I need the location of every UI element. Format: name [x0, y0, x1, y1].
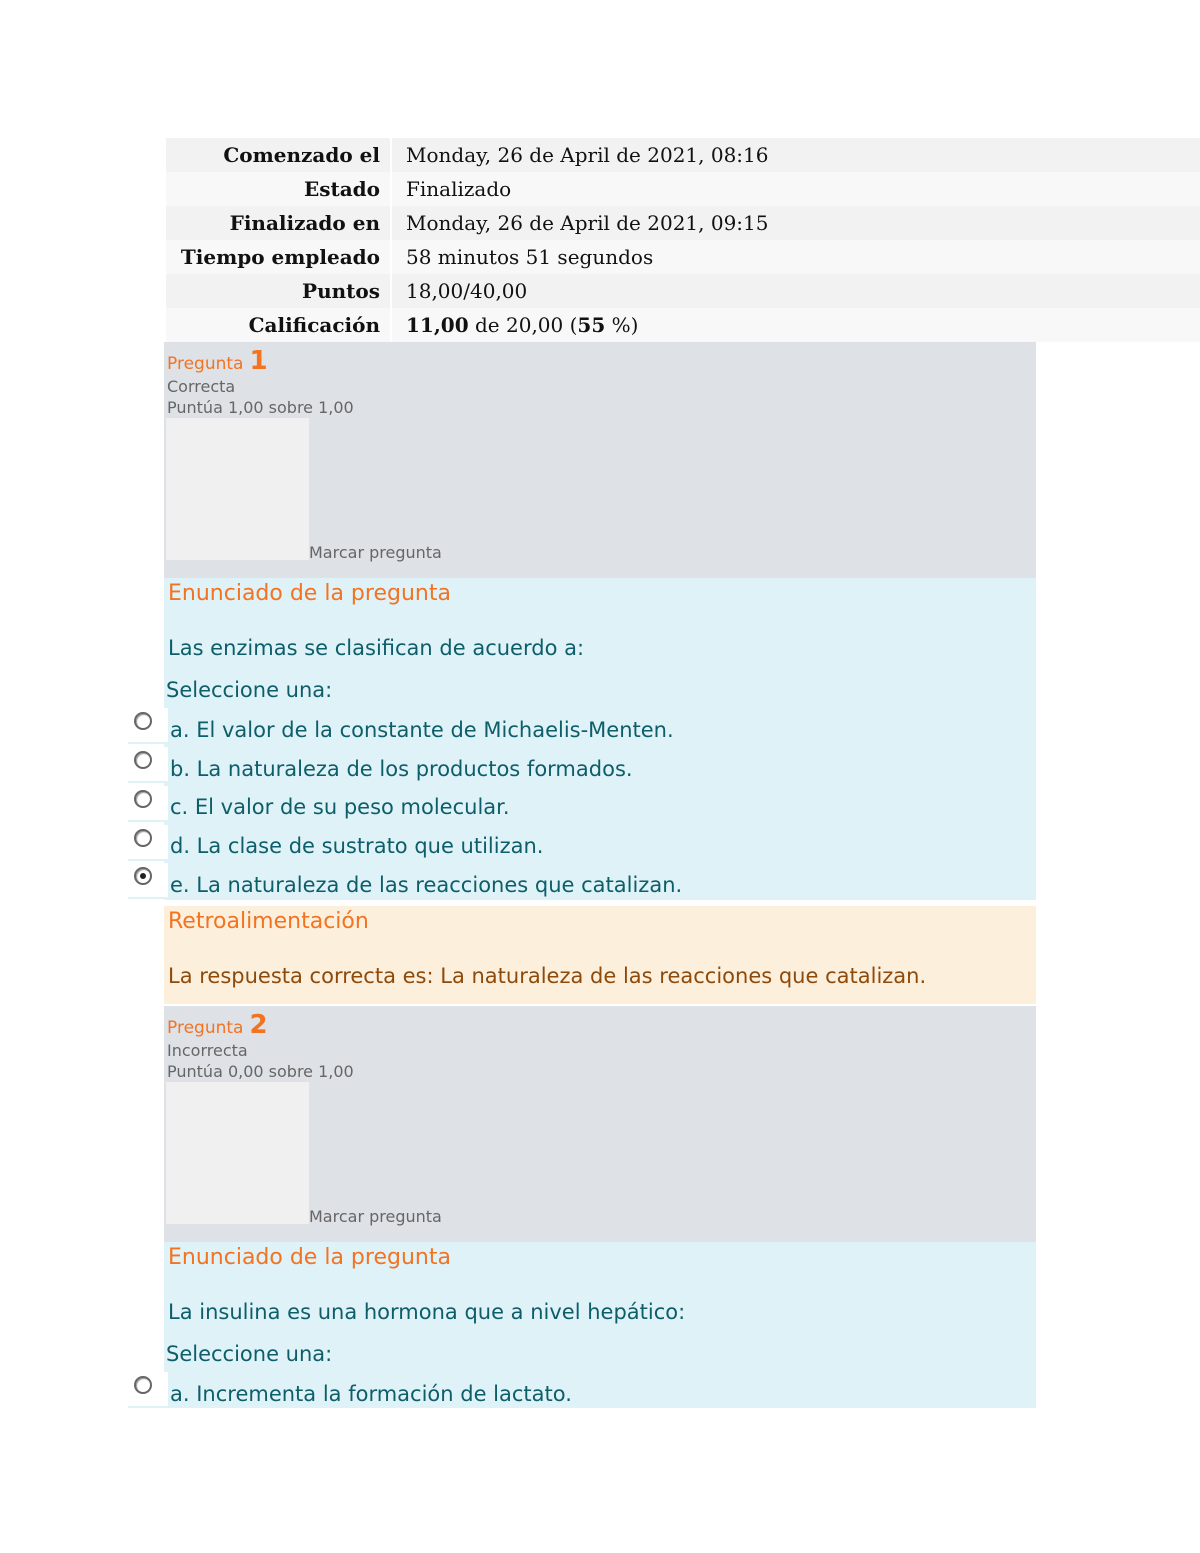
summary-row-time [166, 240, 1200, 274]
summary-value: 58 minutos 51 segundos [390, 240, 653, 274]
summary-value: Monday, 26 de April de 2021, 08:16 [390, 138, 769, 172]
question-grade: Puntúa 0,00 sobre 1,00 [167, 1062, 354, 1081]
answer-radio-a[interactable] [134, 712, 152, 730]
summary-label: Calificación [248, 313, 380, 337]
question-number-value: 1 [249, 346, 268, 376]
radio-wrapper [128, 747, 168, 783]
flag-question-link[interactable]: Marcar pregunta [309, 543, 442, 562]
summary-label: Finalizado en [229, 211, 380, 235]
summary-label: Comenzado el [223, 143, 380, 167]
answer-option-d[interactable]: d. La clase de sustrato que utilizan. [170, 834, 544, 858]
grade-percent-sign: %) [605, 313, 639, 337]
flag-question-box[interactable] [166, 1082, 309, 1224]
question-state: Incorrecta [167, 1041, 248, 1060]
question-label: Pregunta [167, 354, 244, 374]
radio-wrapper [128, 863, 168, 899]
summary-row-points [166, 274, 1200, 308]
question-number [167, 346, 268, 376]
summary-label: Tiempo empleado [180, 245, 380, 269]
answer-radio-b[interactable] [134, 751, 152, 769]
radio-wrapper [128, 1372, 168, 1408]
summary-value: Monday, 26 de April de 2021, 09:15 [390, 206, 769, 240]
summary-value: 18,00/40,00 [390, 274, 527, 308]
summary-label: Estado [303, 177, 380, 201]
summary-value [390, 308, 638, 342]
flag-question-box[interactable] [166, 418, 309, 560]
summary-value: Finalizado [390, 172, 511, 206]
feedback-text: La respuesta correcta es: La naturaleza de las reacciones que catalizan. [168, 964, 927, 988]
summary-row-started [166, 138, 1200, 172]
answer-option-b[interactable]: b. La naturaleza de los productos formados. [170, 757, 633, 781]
feedback-heading: Retroalimentación [168, 909, 369, 934]
grade-score: 11,00 [406, 313, 469, 337]
question-heading: Enunciado de la pregunta [168, 581, 451, 606]
answer-radio-e-selected[interactable] [134, 867, 152, 885]
question-stem: Las enzimas se clasifican de acuerdo a: [168, 636, 585, 660]
select-one-prompt: Seleccione una: [166, 1342, 333, 1366]
radio-wrapper [128, 786, 168, 822]
summary-row-state [166, 172, 1200, 206]
answer-option-e[interactable]: e. La naturaleza de las reacciones que catalizan. [170, 873, 683, 897]
question-1-feedback [164, 906, 1036, 1004]
summary-row-finished [166, 206, 1200, 240]
answer-option-a[interactable]: a. Incrementa la formación de lactato. [170, 1382, 572, 1406]
attempt-summary-table [166, 138, 1200, 342]
flag-question-link[interactable]: Marcar pregunta [309, 1207, 442, 1226]
question-stem: La insulina es una hormona que a nivel hepático: [168, 1300, 686, 1324]
grade-total: de 20,00 ( [468, 313, 578, 337]
answer-option-c[interactable]: c. El valor de su peso molecular. [170, 795, 510, 819]
answer-radio-d[interactable] [134, 829, 152, 847]
answer-option-a[interactable]: a. El valor de la constante de Michaelis-Menten. [170, 718, 674, 742]
radio-wrapper [128, 708, 168, 744]
answer-radio-a[interactable] [134, 1376, 152, 1394]
summary-row-grade [166, 308, 1200, 342]
question-label: Pregunta [167, 1018, 244, 1038]
question-2-info [164, 1006, 1036, 1242]
select-one-prompt: Seleccione una: [166, 678, 333, 702]
question-state: Correcta [167, 377, 236, 396]
question-2-content [164, 1242, 1036, 1408]
question-1-content [164, 578, 1036, 900]
question-grade: Puntúa 1,00 sobre 1,00 [167, 398, 354, 417]
question-heading: Enunciado de la pregunta [168, 1245, 451, 1270]
grade-percent: 55 [577, 313, 606, 337]
summary-label: Puntos [302, 279, 380, 303]
question-number [167, 1010, 268, 1040]
answer-radio-c[interactable] [134, 790, 152, 808]
radio-wrapper [128, 825, 168, 861]
question-1-info [164, 342, 1036, 578]
question-number-value: 2 [249, 1010, 268, 1040]
